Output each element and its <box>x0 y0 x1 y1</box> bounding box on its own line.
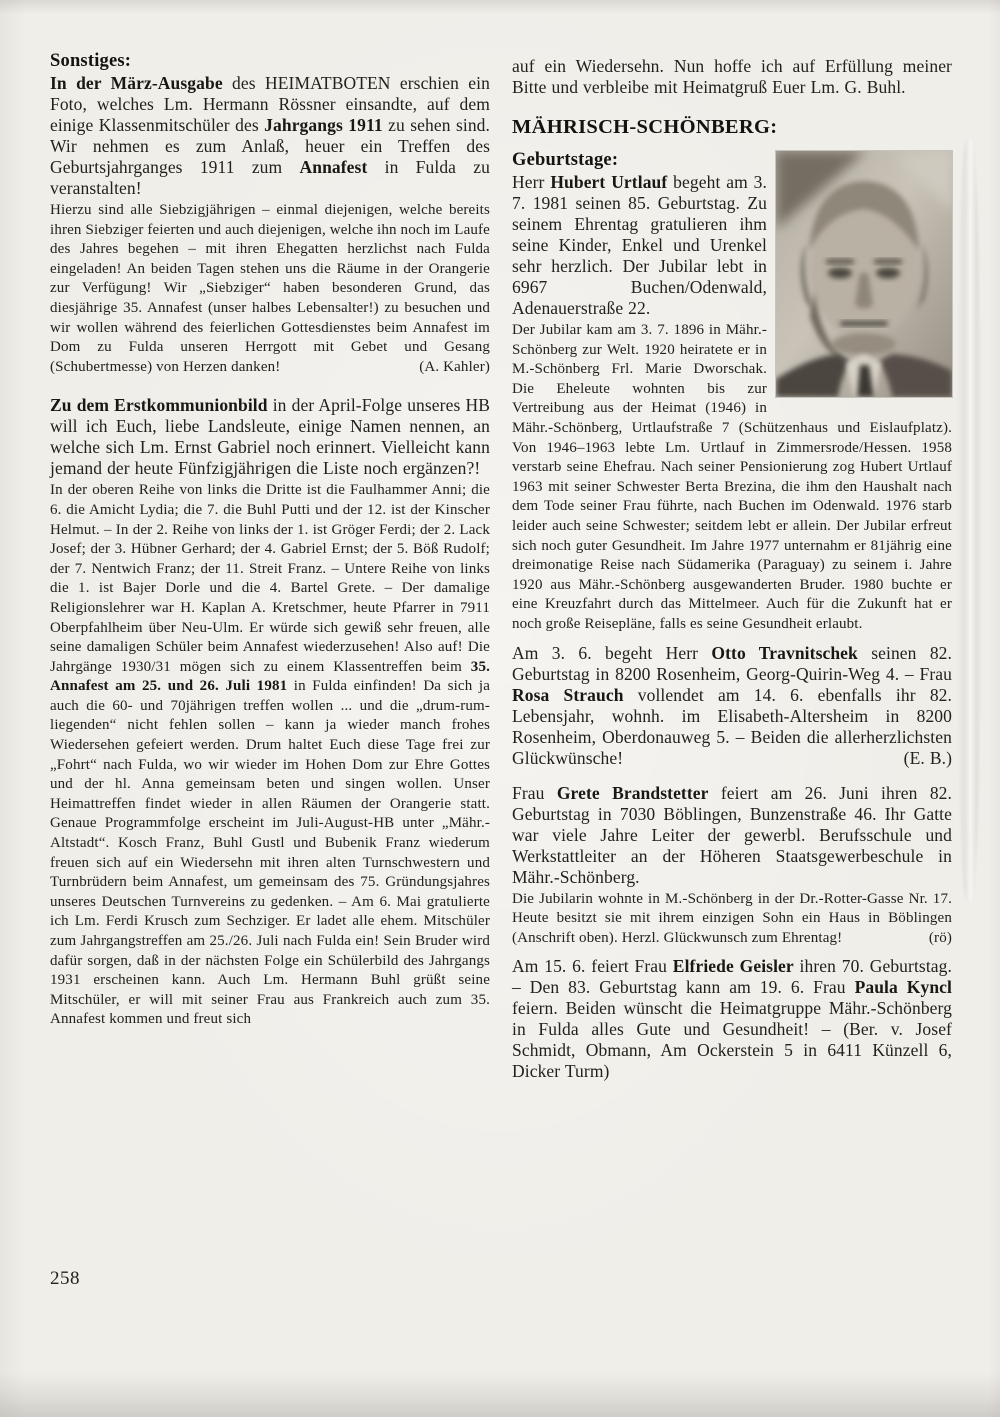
paragraph-brandstetter-details <box>512 890 952 949</box>
bold-run: Rosa Strauch <box>512 684 624 705</box>
paragraph-travnitschek-strauch <box>512 643 952 769</box>
text-run: Hierzu sind alle Siebzigjährigen – einmal diejenigen, welche bereits ihren Siebziger feierten und auch diejenigen, welche ihn noch im Laufe des Jahres begehen – mit ihren Ehegatten herzlichst nach Fulda eingeladen! An beiden Tagen stehen uns die Räume in der Orangerie zur Verfügung! Wir „Siebziger“ haben besonderen Grund, das diesjährige 35. Annafest (unser halbes Lebensalter!) zu besuchen und wir wollen während des feierlichen Gottesdienstes beim Annafest im Dom zu Fulda unseren Herrgott mit Gebet und Gesang (Schubertmesse) von Herzen danken! <box>50 202 490 375</box>
section-heading-sonstiges: Sonstiges: <box>50 51 132 71</box>
text-run: In der oberen Reihe von links die Dritte ist die Faulhammer Anni; die 6. die Amicht Lydia; die 7. die Buhl Putti und der 12. ist der Kinscher Helmut. – In der 2. Reihe von links der 1. ist Gröger Ferdi; der 2. Lack Josef; der 3. Hübner Gerhard; der 4. Gabriel Ernst; der 5. Böß Rudolf; der 7. Nentwich Franz; der 11. Streit Franz. – Untere Reihe von links die 1. ist Bajer Dorle und die 4. Bartel Grete. – Der damalige Religionslehrer war H. Kaplan A. Kretschmer, heute Pfarrer in 7911 Oberpfahlheim über Neu-Ulm. Er würde sich gewiß sehr freuen, alle seine damaligen Schüler beim Annafest wiederzusehen! Also auf! Die Jahrgänge 1930/31 mögen sich zu einem Klassentreffen beim <box>50 482 490 675</box>
paragraph-geisler-kyncl <box>512 956 952 1082</box>
section-heading-maehrisch-schoenberg: MÄHRISCH-SCHÖNBERG: <box>512 116 778 138</box>
bold-run: Paula Kyncl <box>854 977 953 998</box>
text-run: Am 3. 6. begeht Herr <box>512 642 712 663</box>
portrait-photo <box>776 151 952 397</box>
paper-crease <box>956 140 982 900</box>
text-run: vollendet am 14. 6. ebenfalls ihr 82. Lebensjahr, wohnh. im Elisabeth-Altersheim in 8200 Rosenheim, Oberdonauweg 5. – Beiden die allerherzlichsten Glückwünsche! <box>512 684 952 768</box>
text-run: des HEIMATBOTEN erschien ein Foto, welches Lm. Hermann Rössner einsandte, auf dem einige Klassenmitschüler des <box>50 73 490 135</box>
bold-run: 35. Annafest am 25. und 26. Juli 1981 <box>50 658 490 695</box>
paragraph-buhl-schluss: auf ein Wiedersehn. Nun hoffe ich auf Erfüllung meiner Bitte und verbleibe mit Heimatgruß Euer Lm. G. Buhl. <box>512 56 952 97</box>
paragraph-namensliste-annafest <box>50 481 490 1030</box>
text-run: ihren 70. Geburtstag. – Den 83. Geburtstag kann am 19. 6. Frau <box>512 956 952 998</box>
bold-run: Hubert Urtlauf <box>550 172 668 192</box>
paragraph-siebzigjaehrige <box>50 201 490 377</box>
text-run: feiern. Beiden wünscht die Heimatgruppe Mähr.-Schönberg in Fulda alles Gute und Gesundheit! – (Ber. v. Josef Schmidt, Obmann, Am Ockerstein 5 in 6411 Künzell 6, Dicker Turm) <box>512 998 952 1082</box>
bold-run: Zu dem Erstkommunionbild <box>50 395 268 416</box>
author-signature: (E. B.) <box>903 747 952 768</box>
text-run: zu sehen sind. Wir nehmen es zum Anlaß, heuer ein Treffen des Geburtsjahrganges 1911 zum <box>50 115 490 177</box>
text-run: Die Jubilarin wohnte in M.-Schönberg in der Dr.-Rotter-Gasse Nr. 17. Heute besitzt sie mit ihrem einzigen Sohn ein Haus in Böblingen (Anschrift oben). Herzl. Glückwunsch zum Ehrentag! <box>512 890 952 946</box>
bold-run: Jahrgangs 1911 <box>264 115 383 135</box>
author-signature: (rö) <box>928 929 952 946</box>
text-run: in Fulda zu veranstalten! <box>50 157 490 198</box>
paragraph-urtlauf-lebenslauf: Der Jubilar kam am 3. 7. 1896 in Mähr.-Schönberg zur Welt. 1920 heiratete er in M.-Schönberg Frl. Marie Dworschak. Die Eheleute wohnten bis zur Vertreibung aus der Heimat (1946) in Mähr.-Schönberg, Urtlaufstraße 7 (Schützenhaus und Eislaufplatz). Von 1946–1963 lebte Lm. Urtlauf in Zimmersrode/Hessen. 1958 verstarb seine Ehefrau. Nach seiner Pensionierung zog Hubert Urtlauf 1963 mit seiner Schwester Berta Brezina, die ihm den Haushalt nach dem Tode seiner Frau führte, nach Buchen im Odenwald. 1976 starb leider auch seine Schwester; seitdem lebt er allein. Der Jubilar erfreut sich noch guter Gesundheit. Im Jahre 1977 unternahm er 81jährig eine dreimonatige Reise nach Südamerika (Paraguay) zu seinem i. Jahre 1920 aus Mähr.-Schönberg ausgewanderten Bruder. 1980 buchte er eine Kreuzfahrt durch das Mittelmeer. Auch für die Zukunft hat er noch große Reisepläne, falls es seine Gesundheit erlaubt. <box>512 322 952 632</box>
left-column <box>50 50 490 1030</box>
paragraph-maerz-ausgabe <box>50 73 490 199</box>
bold-run: Grete Brandstetter <box>556 782 709 803</box>
text-run: Am 15. 6. feiert Frau <box>512 956 673 977</box>
text-run: Herr <box>512 172 551 192</box>
subheading-geburtstage: Geburtstage: <box>512 150 619 170</box>
text-run: begeht am 3. 7. 1981 seinen 85. Geburtstag. Zu seinem Ehrentag gratulieren ihm seine Kinder, Enkel und Urenkel sehr herzlich. Der Jubilar lebt in 6967 Buchen/Odenwald, Adenauerstraße 22. <box>512 172 768 318</box>
text-run: seinen 82. Geburtstag in 8200 Rosenheim, Georg-Quirin-Weg 4. – Frau <box>512 642 953 684</box>
text-run: feiert am 26. Juni ihren 82. Geburtstag in 7030 Böblingen, Bunzenstraße 46. Ihr Gatte war viele Jahre Leiter der gewerbl. Berufsschule und Werkstattleiter an der Höheren Staatsgewerbeschule in Mähr.-Schönberg. <box>512 782 952 887</box>
text-run: Frau <box>512 782 557 803</box>
bold-run: Annafest <box>299 157 368 177</box>
paragraph-erstkommunionbild <box>50 395 490 479</box>
author-signature: (A. Kahler) <box>419 358 490 375</box>
portrait-photo-graphic <box>776 151 952 397</box>
right-column <box>512 56 952 1082</box>
text-run: in der April-Folge unseres HB will ich Euch, liebe Landsleute, einige Namen nennen, an welche sich Lm. Ernst Gabriel noch erinnert. Vielleicht kann jemand der heute Fünfzigjährigen die Liste noch ergänzen?! <box>50 395 490 479</box>
paragraph-brandstetter <box>512 783 952 888</box>
text-run: in Fulda einfinden! Da sich ja auch die 60- und 70jährigen treffen wollen ... und die „drum-rum-liegenden“ nicht fehlen sollen – kann ja wieder manch frohes Wiedersehen gefeiert werden. Drum haltet Euch diese Tage frei zur „Fohrt“ nach Fulda, wo wir wieder im Hohen Dom zur Ehre Gottes und der hl. Anna gemeinsam beten und singen wollen. Unser Heimattreffen findet wieder in allen Räumen der Orangerie statt. Genaue Programmfolge erscheint im Juli-August-HB unter „Mähr.-Altstadt“. Kosch Franz, Buhl Gustl und Bubenik Franz wiederum freuen sich auf ein Wiedersehn mit ihren alten Turnschwestern und Turnbrüdern beim Annafest, um gemeinsam des 75. Gründungsjahres unseres Deutschen Turnvereins zu gedenken. – Am 6. Mai gratulierte ich Lm. Ferdi Krusch zum Sechziger. Er ladet alle ehem. Mitschüler zum Jahrgangstreffen am 25./26. Juli nach Fulda ein! Sein Bruder wird dafür sorgen, daß in der nächsten Folge ein Schülerbild des Jahrgangs 1931 erscheinen kann. Auch Lm. Hermann Buhl grüßt seine Mitschüler, er will mit seiner Frau aus Frankreich auch zum 35. Annafest kommen und freut sich <box>50 678 491 1028</box>
bold-run: In der März-Ausgabe <box>50 73 223 93</box>
bold-run: Elfriede Geisler <box>672 956 794 977</box>
bold-run: Otto Travnitschek <box>711 642 858 663</box>
page-number: 258 <box>50 1268 80 1289</box>
